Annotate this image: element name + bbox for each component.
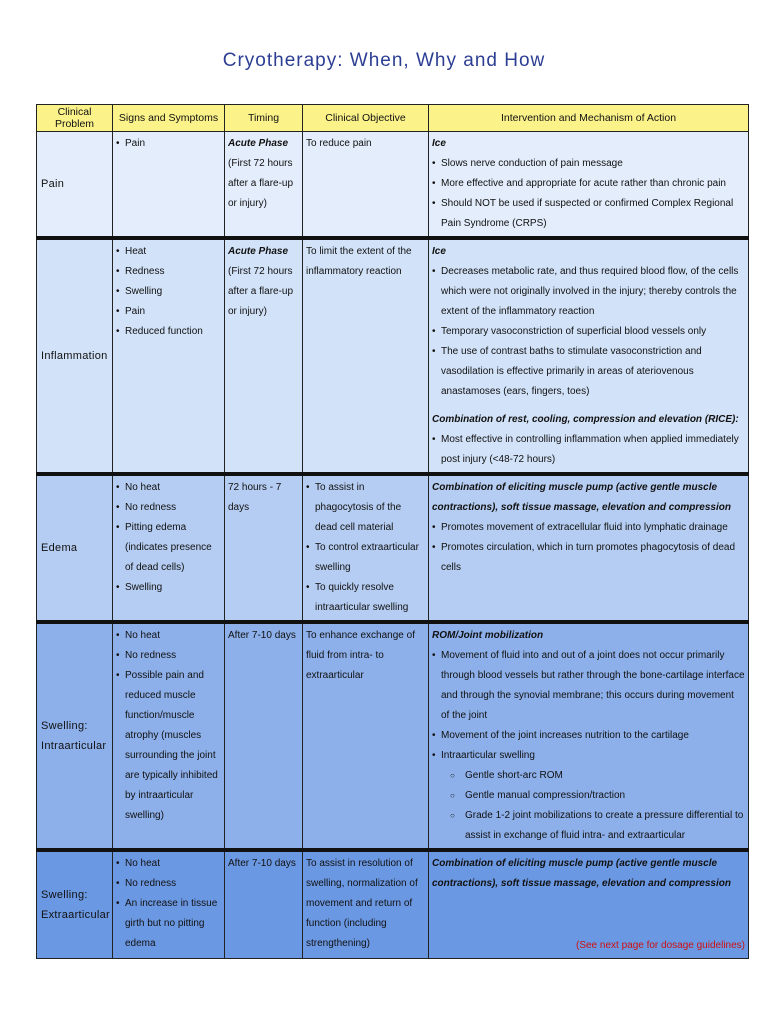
intervention-item: • Promotes movement of extracellular fluid into lymphatic drainage bbox=[432, 518, 745, 538]
intervention-cell bbox=[429, 622, 749, 850]
signs-cell bbox=[113, 474, 225, 622]
sign-item: • An increase in tissue girth but no pitting edema bbox=[116, 894, 221, 954]
clinical-problem: Swelling: Intraarticular bbox=[37, 622, 113, 850]
page-title: Cryotherapy: When, Why and How bbox=[222, 50, 546, 71]
header-timing: Timing bbox=[225, 105, 303, 132]
timing-text: (First 72 hours after a flare-up or injury) bbox=[228, 266, 294, 317]
sign-item: • Redness bbox=[116, 262, 221, 282]
intervention-item-text: Intraarticular swelling bbox=[441, 750, 535, 761]
objective-cell: To limit the extent of the inflammatory reaction bbox=[303, 238, 429, 474]
clinical-problem: Pain bbox=[37, 132, 113, 239]
header-intervention: Intervention and Mechanism of Action bbox=[429, 105, 749, 132]
sign-item: • Pain bbox=[116, 302, 221, 322]
objective-cell: To enhance exchange of fluid from intra- to extraarticular bbox=[303, 622, 429, 850]
signs-cell bbox=[113, 238, 225, 474]
table-row-inflammation bbox=[37, 238, 749, 474]
timing-cell: After 7-10 days bbox=[225, 850, 303, 959]
intervention-heading: Combination of rest, cooling, compression and elevation (RICE): bbox=[432, 414, 739, 425]
objective-cell: To reduce pain bbox=[303, 132, 429, 239]
objective-item: • To quickly resolve intraarticular swelling bbox=[306, 578, 425, 618]
intervention-subitem: ○ Gentle short-arc ROM bbox=[441, 766, 745, 786]
intervention-heading: ROM/Joint mobilization bbox=[432, 630, 544, 641]
timing-cell: After 7-10 days bbox=[225, 622, 303, 850]
signs-cell bbox=[113, 132, 225, 239]
intervention-heading: Ice bbox=[432, 138, 446, 149]
sign-item: • Reduced function bbox=[116, 322, 221, 342]
clinical-problem: Inflammation bbox=[37, 238, 113, 474]
intervention-item: • The use of contrast baths to stimulate vasoconstriction and vasodilation is effective primarily in areas of ateriovenous anastamoses (ears, fingers, toes) bbox=[432, 342, 745, 402]
header-signs-symptoms: Signs and Symptoms bbox=[113, 105, 225, 132]
clinical-problem: Swelling: Extraarticular bbox=[37, 850, 113, 959]
sign-item: • No heat bbox=[116, 854, 221, 874]
intervention-heading: Combination of eliciting muscle pump (active gentle muscle contractions), soft tissue massage, elevation and compression bbox=[432, 482, 731, 513]
intervention-item: • Temporary vasoconstriction of superficial blood vessels only bbox=[432, 322, 745, 342]
table-row-swelling-extraarticular bbox=[37, 850, 749, 959]
objective-cell: To assist in resolution of swelling, normalization of movement and return of function (including strengthening) bbox=[303, 850, 429, 959]
sign-item: • Swelling bbox=[116, 578, 221, 598]
objective-item: • To control extraarticular swelling bbox=[306, 538, 425, 578]
intervention-item: • Promotes circulation, which in turn promotes phagocytosis of dead cells bbox=[432, 538, 745, 578]
intervention-heading: Ice bbox=[432, 246, 446, 257]
table-row-pain bbox=[37, 132, 749, 239]
clinical-problem: Edema bbox=[37, 474, 113, 622]
intervention-item bbox=[432, 746, 745, 846]
sign-item: • No heat bbox=[116, 478, 221, 498]
sign-item: • No redness bbox=[116, 874, 221, 894]
sign-item: • Possible pain and reduced muscle function/muscle atrophy (muscles surrounding the joint are typically inhibited by intraarticular swelling) bbox=[116, 666, 221, 826]
timing-phase: Acute Phase bbox=[228, 138, 289, 149]
sign-item: • No redness bbox=[116, 646, 221, 666]
timing-phase: Acute Phase bbox=[228, 246, 289, 257]
intervention-cell bbox=[429, 474, 749, 622]
intervention-item: • Movement of fluid into and out of a joint does not occur primarily through blood vessels but rather through the bone-cartilage interface and through the synovial membrane; this occurs during movement of the joint bbox=[432, 646, 745, 726]
intervention-item: • More effective and appropriate for acute rather than chronic pain bbox=[432, 174, 745, 194]
intervention-cell bbox=[429, 132, 749, 239]
header-clinical-problem: Clinical Problem bbox=[37, 105, 113, 132]
intervention-cell bbox=[429, 850, 749, 959]
sign-item: • Swelling bbox=[116, 282, 221, 302]
cryotherapy-table bbox=[36, 104, 749, 959]
header-clinical-objective: Clinical Objective bbox=[303, 105, 429, 132]
table-row-edema bbox=[37, 474, 749, 622]
intervention-item: • Should NOT be used if suspected or confirmed Complex Regional Pain Syndrome (CRPS) bbox=[432, 194, 745, 234]
objective-item: • To assist in phagocytosis of the dead cell material bbox=[306, 478, 425, 538]
signs-cell bbox=[113, 850, 225, 959]
sign-item: • No redness bbox=[116, 498, 221, 518]
sign-item: • Heat bbox=[116, 242, 221, 262]
intervention-item: • Decreases metabolic rate, and thus required blood flow, of the cells which were not originally involved in the injury; thereby controls the extent of the inflammatory reaction bbox=[432, 262, 745, 322]
intervention-item: • Most effective in controlling inflammation when applied immediately post injury (<48-72 hours) bbox=[432, 430, 745, 470]
objective-cell bbox=[303, 474, 429, 622]
table-row-swelling-intraarticular bbox=[37, 622, 749, 850]
timing-cell bbox=[225, 132, 303, 239]
sign-item: • Pitting edema (indicates presence of dead cells) bbox=[116, 518, 221, 578]
sign-item: • No heat bbox=[116, 626, 221, 646]
intervention-cell bbox=[429, 238, 749, 474]
sign-item: • Pain bbox=[116, 134, 221, 154]
intervention-item: • Slows nerve conduction of pain message bbox=[432, 154, 745, 174]
intervention-subitem: ○ Gentle manual compression/traction bbox=[441, 786, 745, 806]
timing-text: (First 72 hours after a flare-up or injury) bbox=[228, 158, 294, 209]
intervention-item: • Movement of the joint increases nutrition to the cartilage bbox=[432, 726, 745, 746]
intervention-heading: Combination of eliciting muscle pump (active gentle muscle contractions), soft tissue massage, elevation and compression bbox=[432, 858, 731, 889]
timing-cell: 72 hours - 7 days bbox=[225, 474, 303, 622]
signs-cell bbox=[113, 622, 225, 850]
timing-cell bbox=[225, 238, 303, 474]
intervention-subitem: ○ Grade 1-2 joint mobilizations to create a pressure differential to assist in exchange of fluid intra- and extraarticular bbox=[441, 806, 745, 846]
table-header-row bbox=[37, 105, 749, 132]
dosage-note: (See next page for dosage guidelines) bbox=[575, 940, 745, 951]
